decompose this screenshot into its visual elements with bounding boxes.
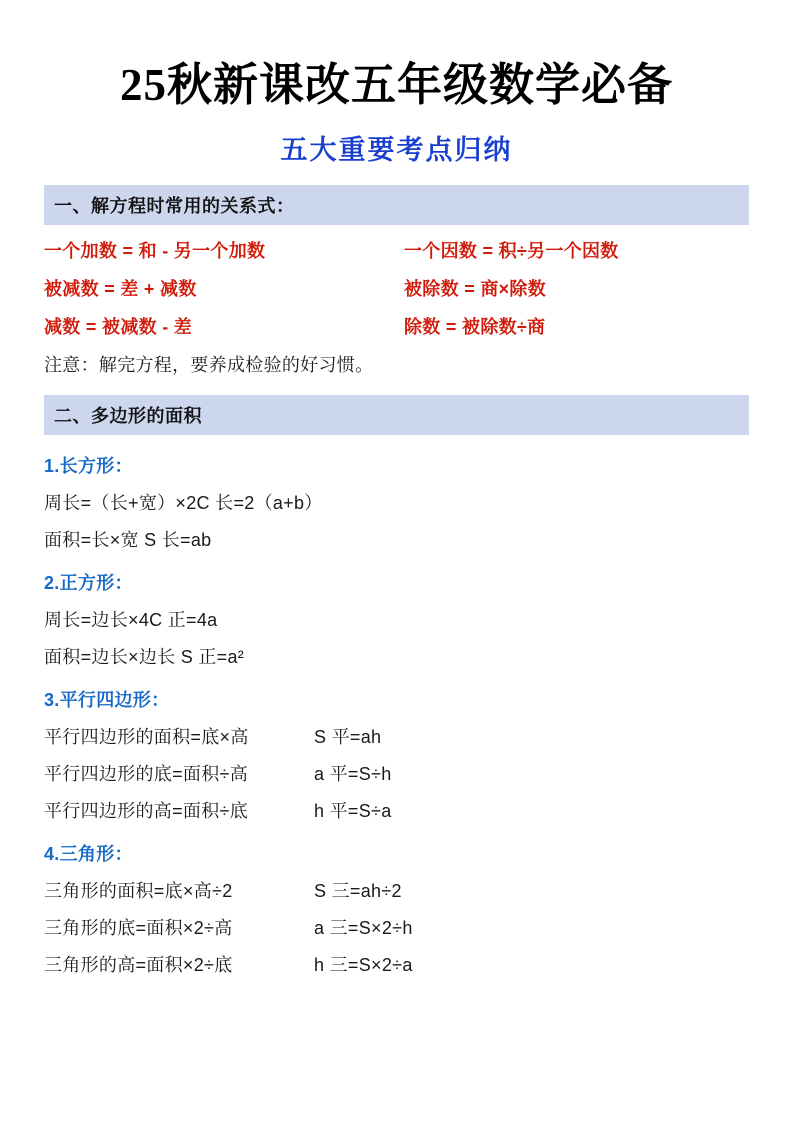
formula-text: 三角形的面积=底×高÷2 (44, 880, 233, 901)
formula-left: 减数 = 被减数 - 差 (44, 316, 193, 337)
formula-symbol: h 平=S÷a (314, 800, 392, 821)
formula-line: 面积=边长×边长 S 正=a² (44, 646, 245, 667)
subsection-title-triangle: 4.三角形： (44, 843, 133, 864)
formula-line (44, 797, 749, 823)
formula-line (44, 951, 749, 977)
formula-text: 平行四边形的面积=底×高 (44, 726, 249, 747)
section-note: 注意：解完方程，要养成检验的好习惯。 (44, 354, 374, 375)
formula-line (44, 760, 749, 786)
formula-text: 三角形的底=面积×2÷高 (44, 917, 233, 938)
subsection-title-square: 2.正方形： (44, 572, 133, 593)
formula-symbol: S 平=ah (314, 726, 382, 747)
formula-symbol: h 三=S×2÷a (314, 954, 413, 975)
formula-right: 除数 = 被除数÷商 (404, 316, 546, 337)
page-subtitle: 五大重要考点归纳 (280, 134, 513, 165)
subsection-title-rectangle: 1.长方形： (44, 455, 133, 476)
formula-text: 平行四边形的底=面积÷高 (44, 763, 248, 784)
page-title: 25秋新课改五年级数学必备 (119, 60, 673, 110)
formula-row (44, 237, 749, 263)
section-heading-2: 二、多边形的面积 (44, 395, 749, 435)
formula-row (44, 275, 749, 301)
formula-text: 三角形的高=面积×2÷底 (44, 954, 233, 975)
formula-line: 周长=边长×4C 正=4a (44, 609, 218, 630)
formula-text: 平行四边形的高=面积÷底 (44, 800, 248, 821)
formula-row (44, 313, 749, 339)
formula-symbol: S 三=ah÷2 (314, 880, 402, 901)
formula-grid (44, 237, 749, 339)
formula-left: 一个加数 = 和 - 另一个加数 (44, 240, 266, 261)
subsection-title-parallelogram: 3.平行四边形： (44, 689, 170, 710)
formula-line (44, 877, 749, 903)
formula-symbol: a 平=S÷h (314, 763, 392, 784)
formula-left: 被减数 = 差 + 减数 (44, 278, 197, 299)
formula-line (44, 914, 749, 940)
formula-line: 周长=（长+宽）×2C 长=2（a+b） (44, 492, 323, 513)
formula-symbol: a 三=S×2÷h (314, 917, 413, 938)
formula-right: 被除数 = 商×除数 (404, 278, 547, 299)
formula-line (44, 723, 749, 749)
formula-line: 面积=长×宽 S 长=ab (44, 529, 212, 550)
section-heading-1: 一、解方程时常用的关系式： (44, 185, 749, 225)
formula-right: 一个因数 = 积÷另一个因数 (404, 240, 619, 261)
